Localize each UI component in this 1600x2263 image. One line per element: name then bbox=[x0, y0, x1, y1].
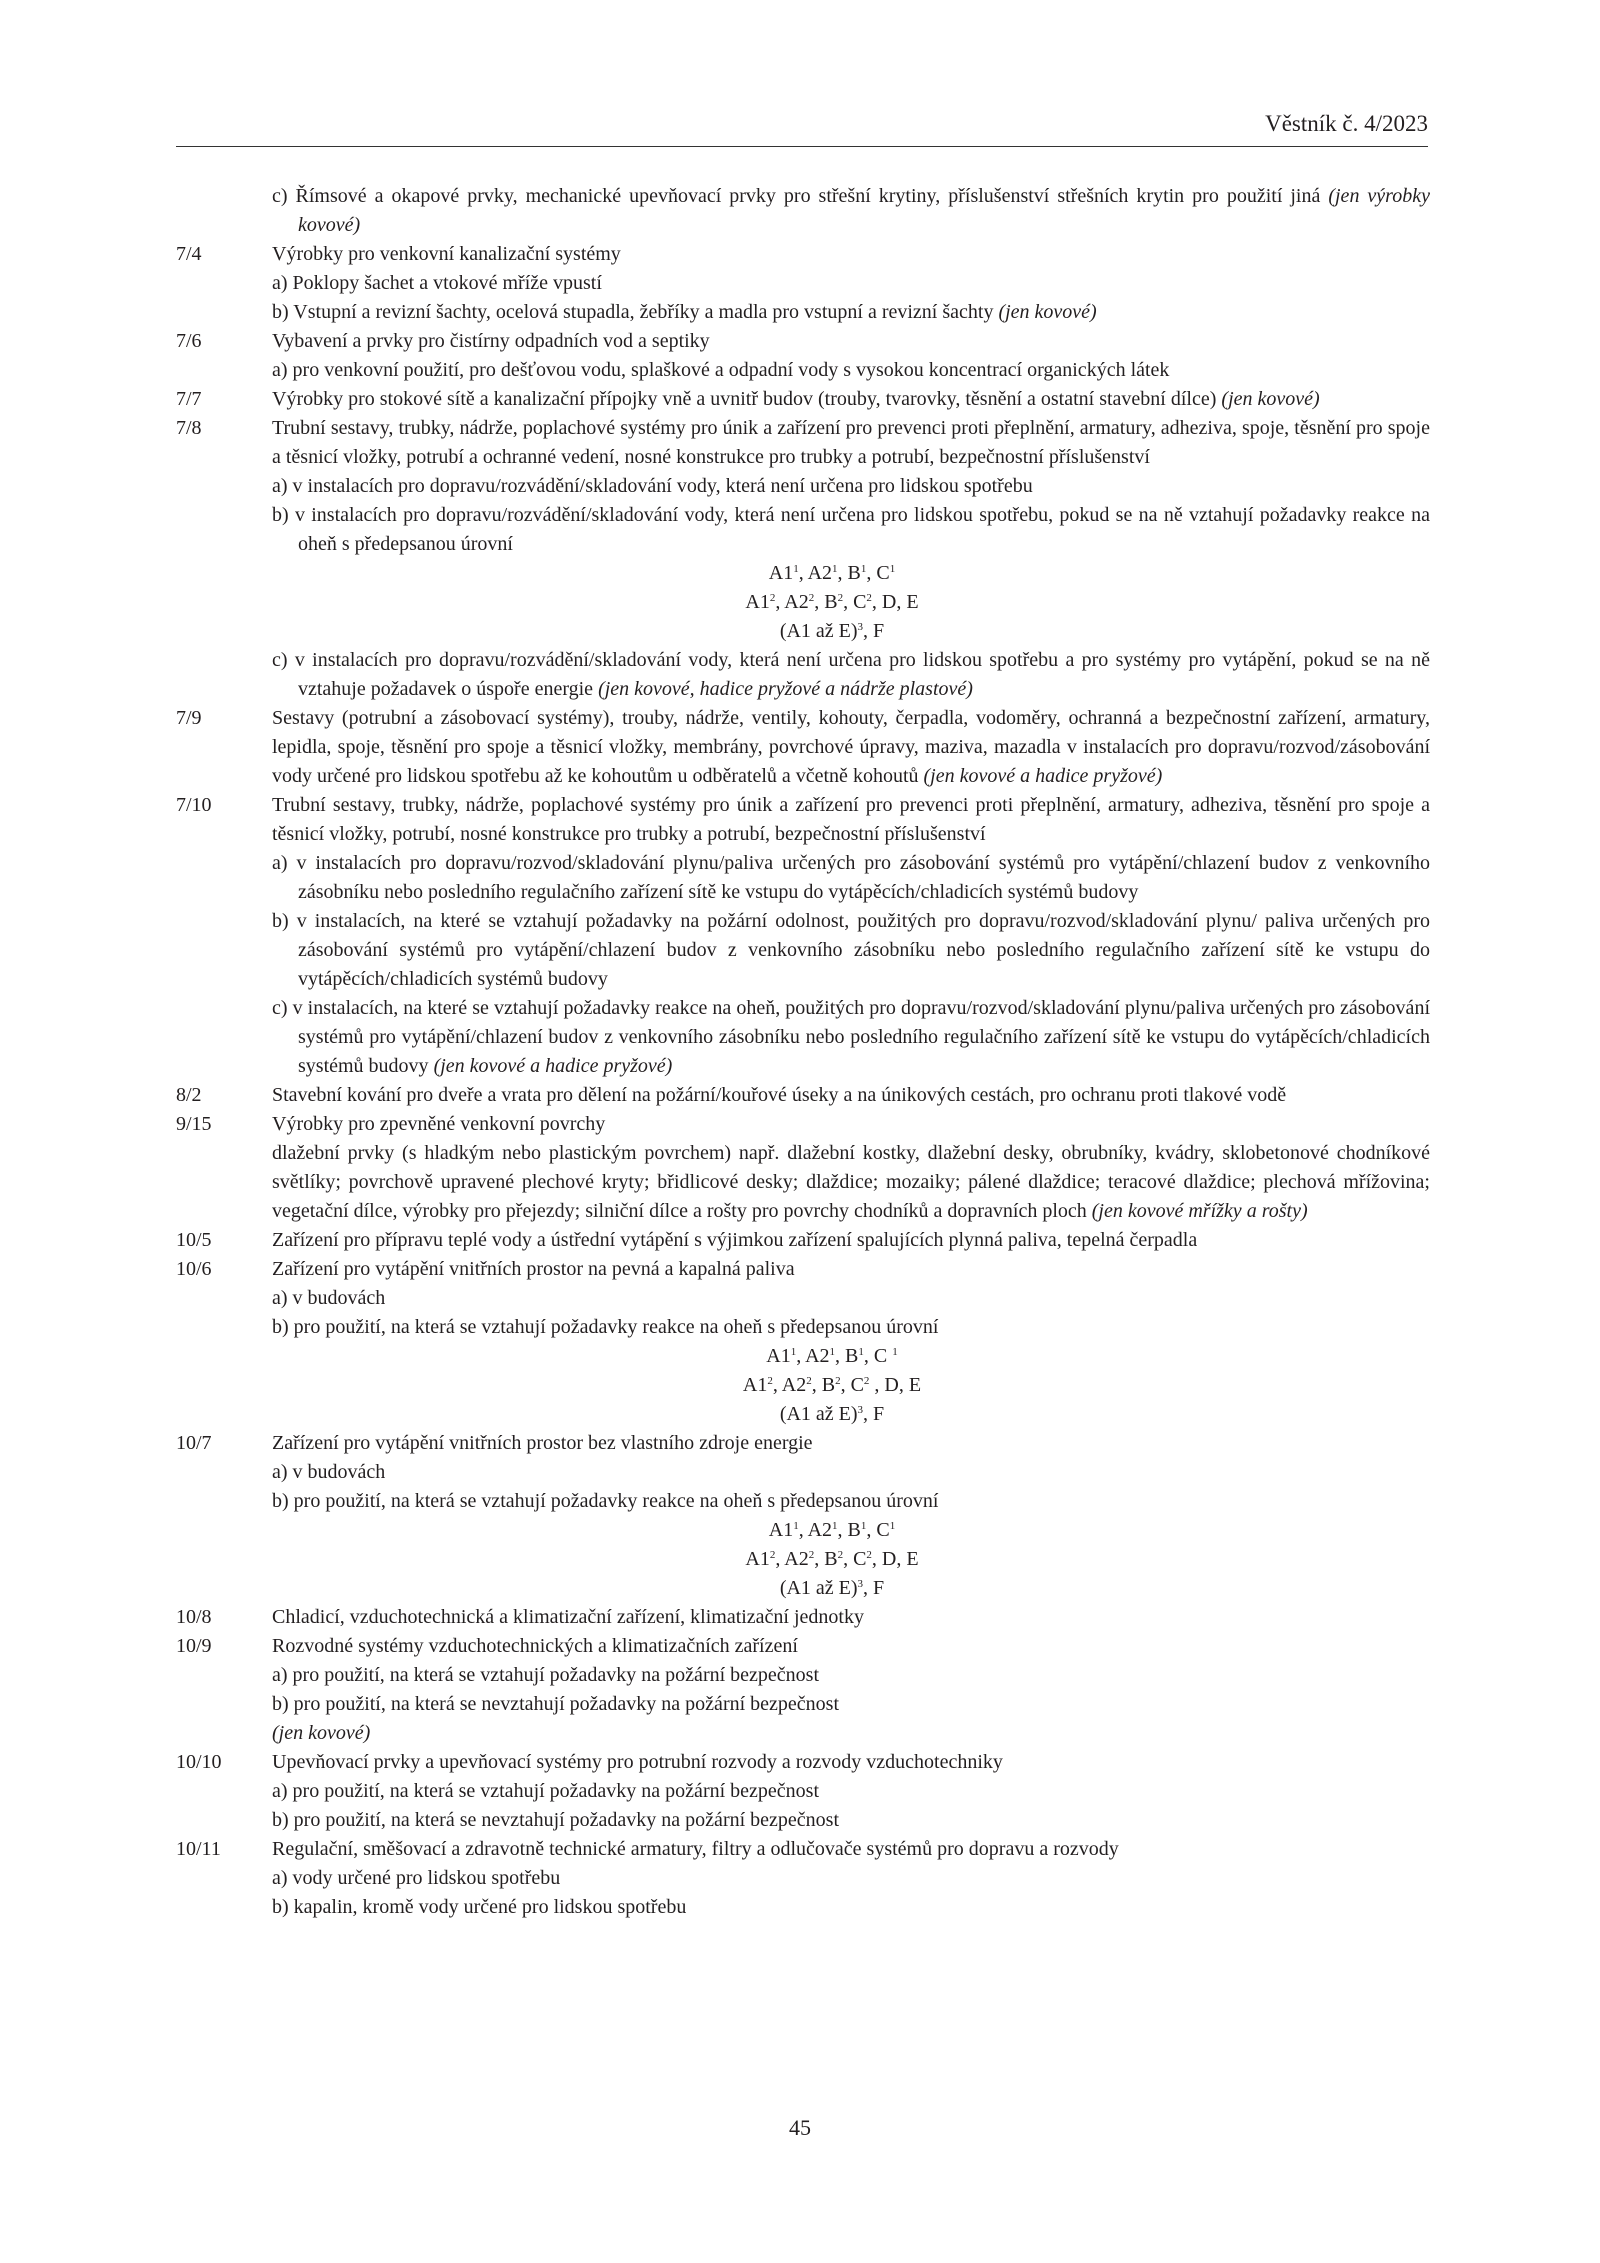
entry-text: Zařízení pro vytápění vnitřních prostor bez vlastního zdroje energie bbox=[272, 1432, 813, 1454]
entry-line bbox=[0, 1806, 1600, 1835]
reaction-to-fire-classes bbox=[0, 617, 1600, 646]
class-text: , A2 bbox=[798, 1519, 833, 1541]
item-text bbox=[272, 1835, 1430, 1864]
entry-text: Zařízení pro vytápění vnitřních prostor na pevná a kapalná paliva bbox=[272, 1258, 795, 1280]
product-group-entry bbox=[0, 414, 1600, 472]
sub-item-text bbox=[272, 1313, 1430, 1342]
footnote-ref: 3 bbox=[857, 621, 864, 633]
class-text: A1 bbox=[768, 562, 794, 584]
footnote-ref: 1 bbox=[860, 563, 867, 575]
product-group-entry bbox=[0, 1081, 1600, 1110]
product-group-code: 10/6 bbox=[176, 1258, 212, 1280]
class-text: , B bbox=[814, 591, 838, 613]
entry-text: Stavební kování pro dveře a vrata pro dělení na požární/kouřové úseky a na únikových cestách, pro ochranu proti tlakové vodě bbox=[272, 1084, 1287, 1106]
entry-line bbox=[0, 1487, 1600, 1516]
entry-line bbox=[0, 849, 1600, 907]
product-group-entry bbox=[0, 327, 1600, 356]
reaction-to-fire-classes bbox=[0, 1545, 1600, 1574]
entry-text: Trubní sestavy, trubky, nádrže, poplachové systémy pro únik a zařízení pro prevenci proti přeplnění, armatury, adheziva, spoje, těsnění pro spoje a těsnicí vložky, potrubí a ochranné vedení, nosné konstrukce pro trubky a potrubí, bezpečnostní příslušenství bbox=[272, 417, 1430, 468]
product-group-code: 10/5 bbox=[176, 1229, 212, 1251]
footnote-ref: 2 bbox=[808, 592, 815, 604]
entry-text: a) v budovách bbox=[272, 1287, 386, 1309]
entry-text: b) kapalin, kromě vody určené pro lidskou spotřebu bbox=[272, 1896, 687, 1918]
item-text bbox=[272, 704, 1430, 791]
product-group-entry bbox=[0, 791, 1600, 849]
reaction-to-fire-classes bbox=[0, 1371, 1600, 1400]
footnote-ref: 1 bbox=[832, 563, 838, 575]
entry-line bbox=[0, 1864, 1600, 1893]
reaction-to-fire-classes bbox=[0, 1516, 1600, 1545]
entry-text: dlažební prvky (s hladkým nebo plastickým povrchem) např. dlažební kostky, dlažební desky, obrubníky, kvádry, sklobetonové chodníkové světlíky; povrchově upravené plechové kryty; břidlicové desky; dlaždice; mozaiky; pálené dlaždice; teracové dlaždice; plechová mřížovina; vegetační dílce, výrobky pro přejezdy; silniční dílce a rošty pro povrchy chodníků a dopravních ploch bbox=[272, 1142, 1430, 1222]
reaction-to-fire-classes bbox=[0, 1400, 1600, 1429]
class-text: , A2 bbox=[775, 1548, 809, 1570]
entry-text: b) pro použití, na která se nevztahují požadavky na požární bezpečnost bbox=[272, 1809, 840, 1831]
entry-line bbox=[0, 1313, 1600, 1342]
footnote-ref: 1 bbox=[860, 1520, 867, 1532]
entry-line bbox=[0, 501, 1600, 559]
product-group-code: 9/15 bbox=[176, 1113, 212, 1135]
product-group-entry bbox=[0, 385, 1600, 414]
fire-class-line bbox=[0, 1400, 1600, 1429]
sub-item-text bbox=[272, 1284, 1430, 1313]
product-group-entry bbox=[0, 240, 1600, 269]
entry-text: c) v instalacích pro dopravu/rozvádění/skladování vody, která není určena pro lidskou spotřebu a pro systémy pro vytápění, pokud se na ně vztahuje požadavek o úspoře energie bbox=[272, 649, 1430, 700]
class-text: , B bbox=[835, 1345, 859, 1367]
item-text bbox=[272, 1139, 1430, 1226]
entry-line bbox=[0, 1661, 1600, 1690]
footnote-ref: 1 bbox=[889, 1520, 896, 1532]
entry-line bbox=[0, 356, 1600, 385]
class-text: , D, E bbox=[871, 591, 919, 613]
class-text: , D, E bbox=[869, 1374, 922, 1396]
entry-line bbox=[0, 298, 1600, 327]
entry-line bbox=[0, 182, 1600, 240]
fire-class-line bbox=[0, 1516, 1600, 1545]
reaction-to-fire-classes bbox=[0, 1574, 1600, 1603]
reaction-to-fire-classes bbox=[0, 1342, 1600, 1371]
product-group-code: 7/10 bbox=[176, 794, 212, 816]
class-text: , A2 bbox=[796, 1345, 830, 1367]
class-text: A1 bbox=[766, 1345, 791, 1367]
sub-item-text bbox=[272, 849, 1430, 907]
class-text: , F bbox=[863, 1403, 885, 1425]
item-text bbox=[272, 1110, 1430, 1139]
fire-class-line bbox=[0, 588, 1600, 617]
item-text bbox=[272, 791, 1430, 849]
footnote-ref: 3 bbox=[857, 1404, 864, 1416]
product-group-entry bbox=[0, 1226, 1600, 1255]
page-header bbox=[176, 110, 1428, 147]
journal-issue-title: Věstník č. 4/2023 bbox=[1265, 111, 1428, 136]
product-group-code: 10/9 bbox=[176, 1635, 212, 1657]
class-text: (A1 až E) bbox=[779, 1403, 858, 1425]
entry-text: b) pro použití, na která se nevztahují požadavky na požární bezpečnost bbox=[272, 1693, 840, 1715]
footnote-ref: 1 bbox=[793, 563, 799, 575]
restriction-note: (jen kovové) bbox=[998, 301, 1097, 323]
entry-text: Výrobky pro venkovní kanalizační systémy bbox=[272, 243, 621, 265]
footnote-ref: 2 bbox=[806, 1375, 812, 1387]
fire-class-line bbox=[0, 1545, 1600, 1574]
entry-line bbox=[0, 907, 1600, 994]
footnote-ref: 1 bbox=[793, 1520, 799, 1532]
entry-text: c) v instalacích, na které se vztahují požadavky reakce na oheň, použitých pro dopravu/rozvod/skladování plynu/paliva určených pro zásobování systémů pro vytápění/chlazení budov z venkovního zásobníku nebo posledního regulačního zařízení sítě ke vstupu do vytápěcích/chladicích systémů budovy bbox=[272, 997, 1430, 1077]
product-group-code: 10/10 bbox=[176, 1751, 222, 1773]
entry-text: Zařízení pro přípravu teplé vody a ústřední vytápění s výjimkou zařízení spalujících plynná paliva, tepelná čerpadla bbox=[272, 1229, 1198, 1251]
item-text bbox=[272, 240, 1430, 269]
class-text: , C bbox=[843, 591, 867, 613]
item-text bbox=[272, 1748, 1430, 1777]
sub-item-text bbox=[272, 1661, 1430, 1690]
product-group-code: 7/9 bbox=[176, 707, 202, 729]
item-text bbox=[272, 385, 1430, 414]
sub-item-text bbox=[272, 994, 1430, 1081]
footnote-ref: 1 bbox=[829, 1346, 836, 1358]
entry-text: a) pro použití, na která se vztahují požadavky na požární bezpečnost bbox=[272, 1664, 820, 1686]
footnote-ref: 1 bbox=[858, 1346, 864, 1358]
page-number: 45 bbox=[789, 2115, 811, 2140]
class-text: (A1 až E) bbox=[779, 620, 858, 642]
product-group-entry bbox=[0, 1110, 1600, 1139]
entry-text: c) Římsové a okapové prvky, mechanické upevňovací prvky pro střešní krytiny, příslušenství střešních krytin pro použití jiná bbox=[272, 185, 1329, 207]
sub-item-text bbox=[272, 1806, 1430, 1835]
item-text bbox=[272, 327, 1430, 356]
entry-text: a) vody určené pro lidskou spotřebu bbox=[272, 1867, 561, 1889]
restriction-note: (jen kovové, hadice pryžové a nádrže plastové) bbox=[598, 678, 973, 700]
restriction-note: (jen kovové a hadice pryžové) bbox=[923, 765, 1163, 787]
sub-item-text bbox=[272, 356, 1430, 385]
class-text: (A1 až E) bbox=[779, 1577, 858, 1599]
entry-line bbox=[0, 1139, 1600, 1226]
footnote-ref: 2 bbox=[863, 1375, 870, 1387]
restriction-note: (jen kovové) bbox=[272, 1722, 371, 1744]
class-text: , B bbox=[837, 1519, 861, 1541]
entry-text: Regulační, směšovací a zdravotně technické armatury, filtry a odlučovače systémů pro dopravu a rozvody bbox=[272, 1838, 1119, 1860]
product-group-code: 10/7 bbox=[176, 1432, 212, 1454]
fire-class-line bbox=[0, 1342, 1600, 1371]
entry-text: a) v instalacích pro dopravu/rozvádění/skladování vody, která není určena pro lidskou spotřebu bbox=[272, 475, 1033, 497]
sub-item-text bbox=[272, 472, 1430, 501]
class-text: , C bbox=[863, 1345, 893, 1367]
class-text: , F bbox=[863, 1577, 885, 1599]
class-text: A1 bbox=[745, 1548, 770, 1570]
restriction-note: (jen kovové) bbox=[1221, 388, 1320, 410]
entry-text: Výrobky pro zpevněné venkovní povrchy bbox=[272, 1113, 606, 1135]
entry-text: Upevňovací prvky a upevňovací systémy pro potrubní rozvody a rozvody vzduchotechniky bbox=[272, 1751, 1003, 1773]
entry-text: a) v instalacích pro dopravu/rozvod/skladování plynu/paliva určených pro zásobování systémů pro vytápění/chlazení budov z venkovního zásobníku nebo posledního regulačního zařízení sítě ke vstupu do vytápěcích/chladicích systémů budovy bbox=[272, 852, 1430, 903]
entry-text: a) pro venkovní použití, pro dešťovou vodu, splaškové a odpadní vody s vysokou koncentrací organických látek bbox=[272, 359, 1170, 381]
footnote-ref: 2 bbox=[866, 1549, 872, 1561]
class-text: , A2 bbox=[772, 1374, 807, 1396]
sub-item-text bbox=[272, 1458, 1430, 1487]
product-group-code: 7/7 bbox=[176, 388, 202, 410]
entry-line bbox=[0, 1777, 1600, 1806]
restriction-note: (jen kovové mřížky a rošty) bbox=[1091, 1200, 1308, 1222]
footnote-ref: 2 bbox=[837, 1549, 844, 1561]
fire-class-line bbox=[0, 1371, 1600, 1400]
entry-text: a) pro použití, na která se vztahují požadavky na požární bezpečnost bbox=[272, 1780, 820, 1802]
product-group-code: 10/8 bbox=[176, 1606, 212, 1628]
class-text: , B bbox=[814, 1548, 838, 1570]
footnote-ref: 2 bbox=[769, 1549, 776, 1561]
entry-text: b) Vstupní a revizní šachty, ocelová stupadla, žebříky a madla pro vstupní a revizní šachty bbox=[272, 301, 999, 323]
class-text: , C bbox=[866, 562, 890, 584]
item-text bbox=[272, 1603, 1430, 1632]
item-text bbox=[272, 1429, 1430, 1458]
footnote-ref: 2 bbox=[808, 1549, 815, 1561]
sub-item-text bbox=[272, 298, 1430, 327]
entry-text: Rozvodné systémy vzduchotechnických a klimatizačních zařízení bbox=[272, 1635, 798, 1657]
entry-line bbox=[0, 994, 1600, 1081]
entry-text: b) v instalacích pro dopravu/rozvádění/skladování vody, která není určena pro lidskou spotřebu, pokud se na ně vztahují požadavky reakce na oheň s předepsanou úrovní bbox=[272, 504, 1430, 555]
entry-text: Výrobky pro stokové sítě a kanalizační přípojky vně a uvnitř budov (trouby, tvarovky, těsnění a ostatní stavební dílce) bbox=[272, 388, 1222, 410]
footnote-ref: 2 bbox=[769, 592, 776, 604]
sub-item-text bbox=[272, 646, 1430, 704]
footnote-ref: 2 bbox=[835, 1375, 841, 1387]
item-text bbox=[272, 1226, 1430, 1255]
sub-item-text bbox=[272, 1777, 1430, 1806]
class-text: A1 bbox=[768, 1519, 794, 1541]
entry-text: a) Poklopy šachet a vtokové mříže vpustí bbox=[272, 272, 602, 294]
entry-text: b) v instalacích, na které se vztahují požadavky na požární odolnost, použitých pro dopravu/rozvod/skladování plynu/ paliva určených pro zásobování systémů pro vytápění/chlazení budov z venkovního zásobníku nebo posledního regulačního zařízení sítě ke vstupu do vytápěcích/chladicích systémů budovy bbox=[272, 910, 1430, 990]
product-group-entry bbox=[0, 1429, 1600, 1458]
entry-text: Trubní sestavy, trubky, nádrže, poplachové systémy pro únik a zařízení pro prevenci proti přeplnění, armatury, adheziva, těsnění pro spoje a těsnicí vložky, potrubí, nosné konstrukce pro trubky a potrubí, bezpečnostní příslušenství bbox=[272, 794, 1430, 845]
footnote-ref: 2 bbox=[837, 592, 844, 604]
entry-line bbox=[0, 1690, 1600, 1719]
class-text: A1 bbox=[745, 591, 770, 613]
footnote-ref: 1 bbox=[892, 1346, 898, 1358]
product-group-code: 10/11 bbox=[176, 1838, 221, 1860]
sub-item-text bbox=[272, 1487, 1430, 1516]
footnote-ref: 1 bbox=[832, 1520, 838, 1532]
fire-class-line bbox=[0, 1574, 1600, 1603]
footnote-ref: 1 bbox=[889, 563, 896, 575]
product-group-entry bbox=[0, 1632, 1600, 1661]
fire-class-line bbox=[0, 617, 1600, 646]
fire-class-line bbox=[0, 559, 1600, 588]
product-group-code: 8/2 bbox=[176, 1084, 202, 1106]
entry-text: Chladicí, vzduchotechnická a klimatizační zařízení, klimatizační jednotky bbox=[272, 1606, 864, 1628]
class-text: , A2 bbox=[775, 591, 809, 613]
footnote-ref: 1 bbox=[790, 1346, 797, 1358]
class-text: , F bbox=[863, 620, 885, 642]
product-group-code: 7/8 bbox=[176, 417, 202, 439]
sub-item-text bbox=[272, 269, 1430, 298]
entry-line bbox=[0, 1893, 1600, 1922]
entry-line bbox=[0, 1458, 1600, 1487]
entry-text: Sestavy (potrubní a zásobovací systémy), trouby, nádrže, ventily, kohouty, čerpadla, vodoměry, ochranná a bezpečnostní zařízení, armatury, lepidla, spoje, těsnění pro spoje a těsnicí vložky, membrány, povrchové úpravy, maziva, mazadla v instalacích pro dopravu/rozvod/zásobování vody určené pro lidskou spotřebu až ke kohoutům u odběratelů a včetně kohoutů bbox=[272, 707, 1430, 787]
class-text: , A2 bbox=[798, 562, 833, 584]
reaction-to-fire-classes bbox=[0, 588, 1600, 617]
product-group-entry bbox=[0, 1748, 1600, 1777]
sub-item-text bbox=[272, 1864, 1430, 1893]
product-group-code: 7/6 bbox=[176, 330, 202, 352]
item-text bbox=[272, 1255, 1430, 1284]
entry-text: Vybavení a prvky pro čistírny odpadních vod a septiky bbox=[272, 330, 710, 352]
entry-line bbox=[0, 472, 1600, 501]
product-group-entry bbox=[0, 704, 1600, 791]
class-text: , C bbox=[866, 1519, 890, 1541]
reaction-to-fire-classes bbox=[0, 559, 1600, 588]
class-text: , B bbox=[811, 1374, 836, 1396]
sub-item-text bbox=[272, 1690, 1430, 1719]
entry-text: b) pro použití, na která se vztahují požadavky reakce na oheň s předepsanou úrovní bbox=[272, 1490, 939, 1512]
entry-text: a) v budovách bbox=[272, 1461, 386, 1483]
product-group-entry bbox=[0, 1603, 1600, 1632]
product-group-entry bbox=[0, 1255, 1600, 1284]
class-text: , B bbox=[837, 562, 861, 584]
class-text: , C bbox=[840, 1374, 864, 1396]
class-text: A1 bbox=[742, 1374, 768, 1396]
entry-line bbox=[0, 269, 1600, 298]
sub-item-text bbox=[272, 907, 1430, 994]
product-group-code: 7/4 bbox=[176, 243, 202, 265]
item-text bbox=[272, 1719, 1430, 1748]
entry-line bbox=[0, 646, 1600, 704]
product-group-entry bbox=[0, 1835, 1600, 1864]
footnote-ref: 2 bbox=[767, 1375, 773, 1387]
sub-item-text bbox=[272, 1893, 1430, 1922]
entry-line bbox=[0, 1719, 1600, 1748]
sub-item-text bbox=[272, 501, 1430, 559]
sub-item-text bbox=[272, 182, 1430, 240]
item-text bbox=[272, 1081, 1412, 1110]
restriction-note: (jen kovové a hadice pryžové) bbox=[433, 1055, 673, 1077]
product-list bbox=[0, 182, 1600, 1922]
class-text: , C bbox=[843, 1548, 867, 1570]
footnote-ref: 2 bbox=[866, 592, 872, 604]
item-text bbox=[272, 414, 1430, 472]
item-text bbox=[272, 1632, 1430, 1661]
entry-line bbox=[0, 1284, 1600, 1313]
entry-text: b) pro použití, na která se vztahují požadavky reakce na oheň s předepsanou úrovní bbox=[272, 1316, 939, 1338]
footnote-ref: 3 bbox=[857, 1578, 864, 1590]
class-text: , D, E bbox=[871, 1548, 919, 1570]
restriction-note: (jen výrobky kovové) bbox=[298, 185, 1430, 236]
